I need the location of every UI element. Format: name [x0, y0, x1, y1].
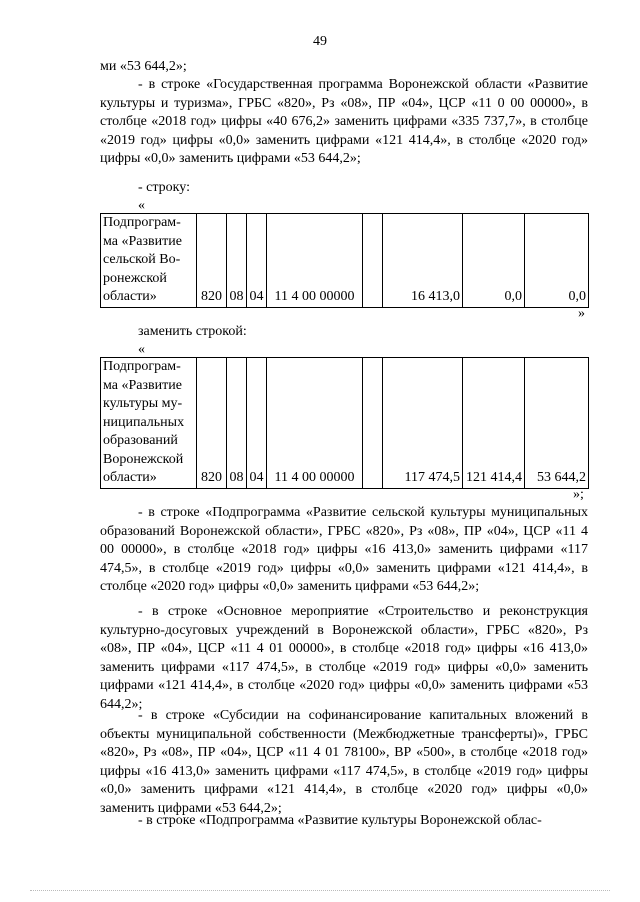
table-old-row — [100, 213, 589, 308]
open-quote-2: « — [138, 342, 145, 357]
paragraph-culture-program: - в строке «Государственная программа Воронежской области «Развитие культуры и туризма», ГРБС «820», Рз «08», ПР «04», ЦСР «11 0 00 00000», в столбце «2018 год» цифры «40 676,2» заменить цифрами «335 737,7», в столбце «2019 год» цифры «0,0» заменить цифрами «121 414,4», в столбце «2020 год» цифры «0,0» заменить цифрами «53 644,2»; — [100, 77, 588, 166]
cell-grbs: 820 — [197, 358, 227, 489]
cell-grbs: 820 — [197, 214, 227, 308]
paragraph-continuation: ми «53 644,2»; — [100, 59, 187, 74]
cell-csr: 11 4 00 00000 — [267, 214, 363, 308]
cell-rz: 08 — [227, 358, 247, 489]
paragraph-subsidies: - в строке «Субсидии на софинансирование капитальных вложений в объекты муниципальной собственности (Межбюджетные трансферты)», ГРБС «820», Рз «08», ПР «04», ЦСР «11 4 01 78100», ВР «500», в столбце «2018 год» цифры «16 413,0» заменить цифрами «117 474,5», в столбце «2019 год» цифры «0,0» заменить цифрами «121 414,4», в столбце «2020 год» цифры «0,0» заменить цифрами «53 644,2»; — [100, 708, 588, 816]
table-new-row — [100, 357, 589, 489]
cell-vr — [363, 214, 383, 308]
cell-pr: 04 — [247, 214, 267, 308]
cell-2019: 121 414,4 — [463, 358, 525, 489]
paragraph-subprogram: - в строке «Подпрограмма «Развитие сельской культуры муниципальных образований Воронежской области», ГРБС «820», Рз «08», ПР «04», ЦСР «11 4 00 00000», в столбце «2018 год» цифры «16 413,0» заменить цифрами «117 474,5», в столбце «2019 год» цифры «0,0» заменить цифрами «121 414,4», в столбце «2020 год» цифры «0,0» заменить цифрами «53 644,2»; — [100, 505, 588, 594]
cell-2018: 16 413,0 — [383, 214, 463, 308]
cell-2020: 0,0 — [525, 214, 589, 308]
label-row: - строку: — [138, 180, 190, 195]
paragraph-main-event: - в строке «Основное мероприятие «Строительство и реконструкция культурно-досуговых учреждений в Воронежской области», ГРБС «820», Рз «08», ПР «04», ЦСР «11 4 01 00000», в столбце «2018 год» цифры «16 413,0» заменить цифрами «117 474,5», в столбце «2019 год» цифры «0,0» заменить цифрами «121 414,4», в столбце «2020 год» цифры «0,0» заменить цифрами «53 644,2»; — [100, 604, 588, 712]
cell-rz: 08 — [227, 214, 247, 308]
cell-2020: 53 644,2 — [525, 358, 589, 489]
page-edge-rule — [30, 890, 610, 891]
cell-2018: 117 474,5 — [383, 358, 463, 489]
cell-2019: 0,0 — [463, 214, 525, 308]
table-row — [101, 358, 589, 489]
page-number: 49 — [313, 34, 327, 49]
paragraph-last: - в строке «Подпрограмма «Развитие культуры Воронежской облас- — [138, 813, 542, 828]
open-quote-1: « — [138, 198, 145, 213]
table-row — [101, 214, 589, 308]
cell-pr: 04 — [247, 358, 267, 489]
cell-csr: 11 4 00 00000 — [267, 358, 363, 489]
cell-vr — [363, 358, 383, 489]
replace-label: заменить строкой: — [138, 324, 247, 339]
cell-name: Подпрограм-ма «Развитие культуры му-ниципальных образований Воронежской области» — [101, 358, 197, 489]
close-quote-1: » — [578, 306, 585, 321]
close-quote-2: »; — [573, 487, 584, 502]
cell-name: Подпрограм-ма «Развитие сельской Во-ронежской области» — [101, 214, 197, 308]
